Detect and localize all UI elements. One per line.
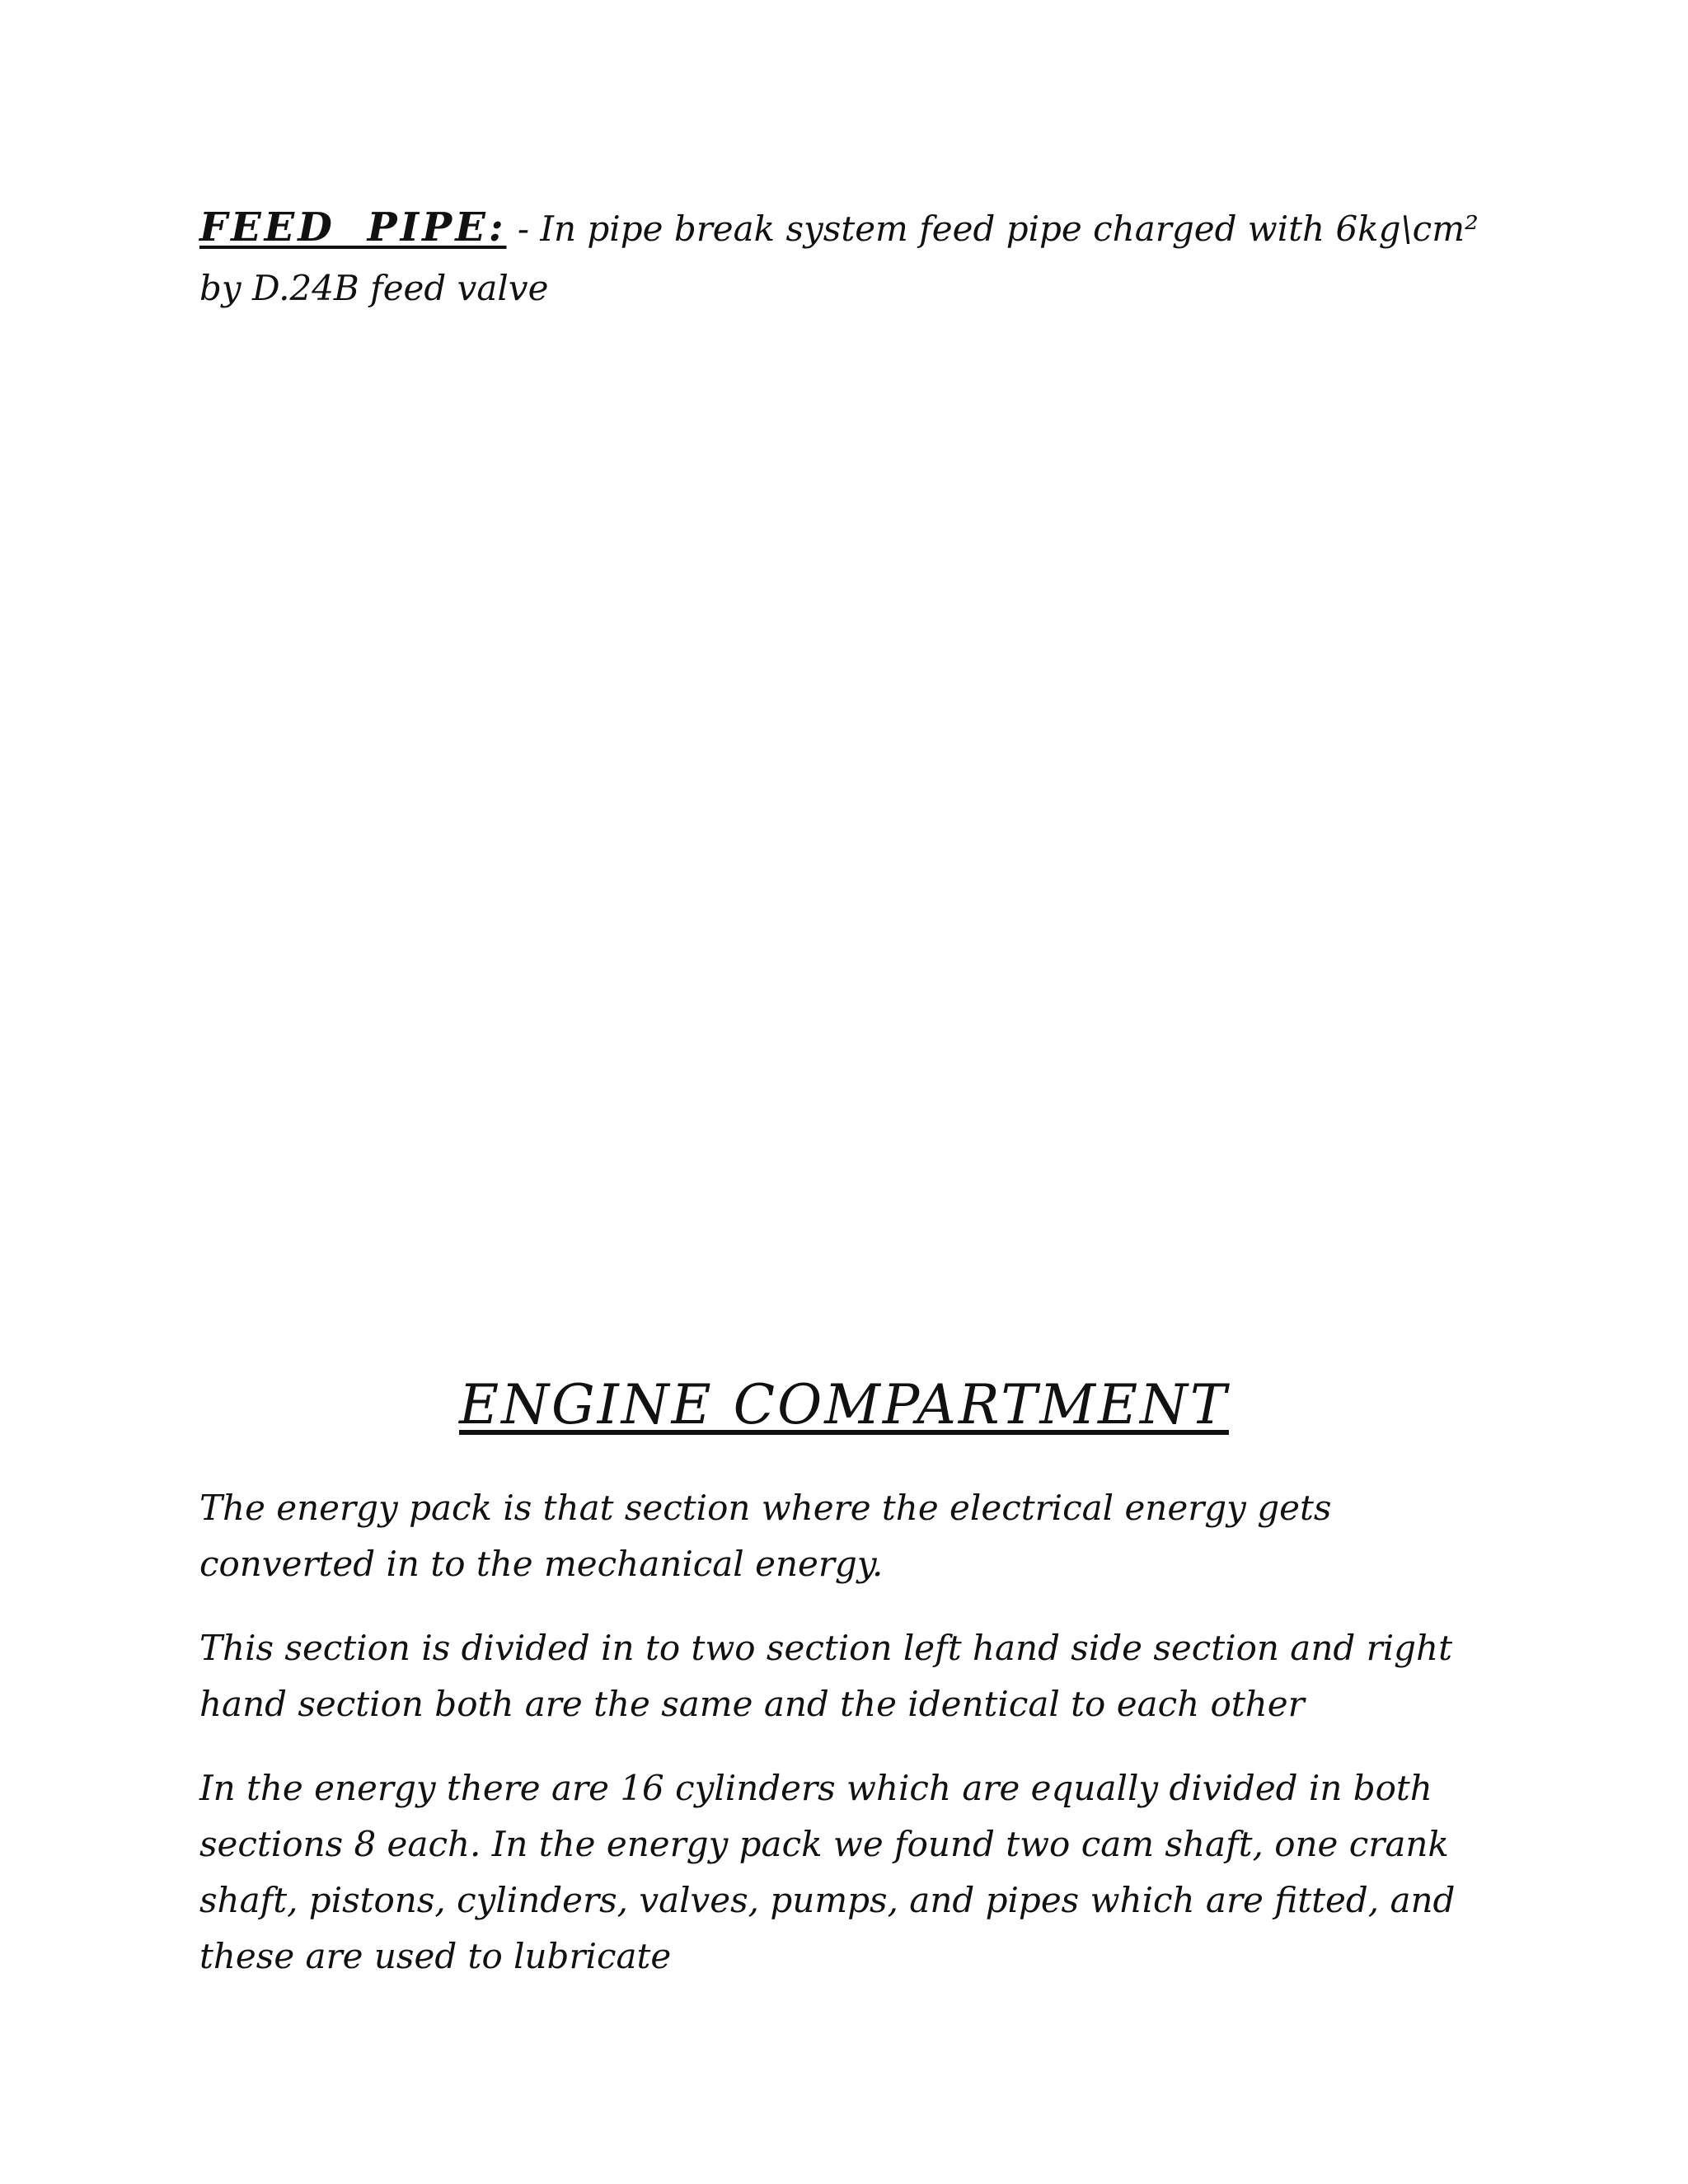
feed-pipe-heading: FEED PIPE: — [199, 204, 507, 251]
feed-pipe-block — [199, 198, 1485, 318]
feed-pipe-text: - In pipe break system feed pipe charged with 6kg\cm² by D.24B feed valve — [199, 209, 1479, 308]
paragraph-cylinders: In the energy there are 16 cylinders which are equally divided in both sections 8 each. In the energy pack we found two cam shaft, one crank shaft, pistons, cylinders, valves, pumps, and pipes which are fitted, and these are used to lubricate — [199, 1768, 1456, 1976]
engine-compartment-title: ENGINE COMPARTMENT — [459, 1373, 1229, 1436]
paragraph-energy-pack: The energy pack is that section where the electrical energy gets converted in to the mechanical energy. — [199, 1488, 1332, 1584]
paragraph-sections: This section is divided in to two section left hand side section and right hand section both are the same and the identical to each other — [199, 1628, 1452, 1724]
